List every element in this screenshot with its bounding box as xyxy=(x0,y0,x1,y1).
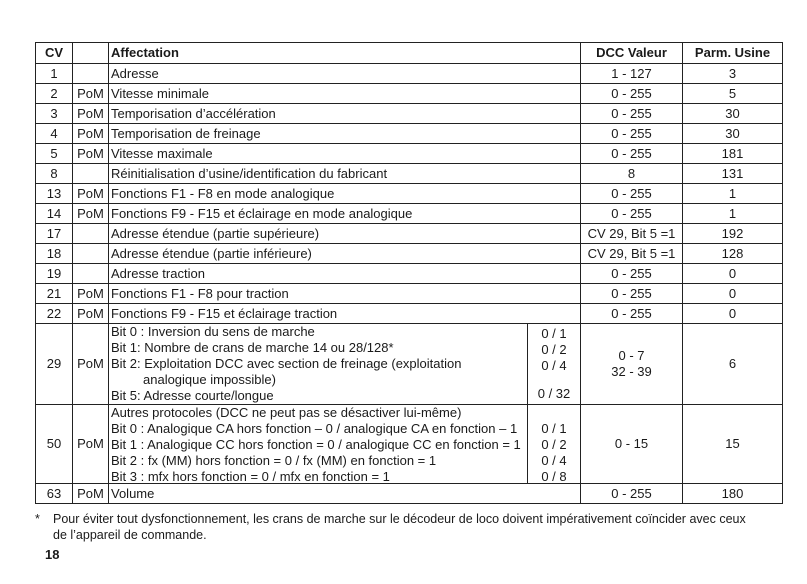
table-row xyxy=(36,84,783,104)
header-pom xyxy=(73,43,109,64)
cv-cell: 21 xyxy=(36,284,73,304)
bit-line: Bit 0 : Inversion du sens de marche xyxy=(111,324,315,339)
parm-cell: 15 xyxy=(683,405,783,484)
affectation-cell: Adresse étendue (partie supérieure) xyxy=(109,224,581,244)
cv-cell: 13 xyxy=(36,184,73,204)
dcc-cell: 1 - 127 xyxy=(581,64,683,84)
dcc-cell: 0 - 255 xyxy=(581,284,683,304)
parm-cell: 192 xyxy=(683,224,783,244)
affectation-cell: Volume xyxy=(109,484,581,504)
bit-line: Bit 5: Adresse courte/longue xyxy=(111,388,274,403)
dcc-value: 0 - 7 xyxy=(618,348,645,363)
table-row xyxy=(36,304,783,324)
pom-cell: PoM xyxy=(73,204,109,224)
parm-cell: 0 xyxy=(683,284,783,304)
parm-cell: 5 xyxy=(683,84,783,104)
dcc-cell: 0 - 255 xyxy=(581,304,683,324)
bit-value: 0 / 2 xyxy=(541,437,567,452)
dcc-cell: 8 xyxy=(581,164,683,184)
table-row xyxy=(36,164,783,184)
table-header-row xyxy=(36,43,783,64)
header-affectation: Affectation xyxy=(109,43,581,64)
parm-cell: 131 xyxy=(683,164,783,184)
table-row-cv29 xyxy=(36,324,783,405)
pom-cell: PoM xyxy=(73,324,109,405)
cv-cell: 2 xyxy=(36,84,73,104)
parm-cell: 30 xyxy=(683,104,783,124)
affectation-cell: Temporisation d’accélération xyxy=(109,104,581,124)
parm-cell: 128 xyxy=(683,244,783,264)
dcc-cell: 0 - 255 xyxy=(581,124,683,144)
dcc-cell: 0 - 255 xyxy=(581,84,683,104)
dcc-value: 32 - 39 xyxy=(611,364,652,379)
pom-cell: PoM xyxy=(73,184,109,204)
pom-cell: PoM xyxy=(73,284,109,304)
table-row xyxy=(36,144,783,164)
pom-cell: PoM xyxy=(73,124,109,144)
cv-cell: 3 xyxy=(36,104,73,124)
dcc-cell: CV 29, Bit 5 =1 xyxy=(581,224,683,244)
header-parm-usine: Parm. Usine xyxy=(683,43,783,64)
bit-value: 0 / 2 xyxy=(541,342,567,357)
cv-cell: 18 xyxy=(36,244,73,264)
dcc-cell: 0 - 255 xyxy=(581,204,683,224)
bit-value: 0 / 32 xyxy=(537,386,571,401)
cv-cell: 14 xyxy=(36,204,73,224)
table-row xyxy=(36,204,783,224)
affectation-cell: Vitesse minimale xyxy=(109,84,581,104)
cv-cell: 4 xyxy=(36,124,73,144)
dcc-cell: 0 - 255 xyxy=(581,184,683,204)
pom-cell xyxy=(73,244,109,264)
parm-cell: 1 xyxy=(683,204,783,224)
table-row xyxy=(36,264,783,284)
bit-line: Bit 0 : Analogique CA hors fonction – 0 / analogique CA en fonction – 1 xyxy=(111,421,518,436)
bit-line: Bit 1: Nombre de crans de marche 14 ou 28/128* xyxy=(111,340,394,355)
cv-cell: 29 xyxy=(36,324,73,405)
affectation-cell: Temporisation de freinage xyxy=(109,124,581,144)
affectation-cell: Fonctions F9 - F15 et éclairage traction xyxy=(109,304,581,324)
bit-value xyxy=(528,374,580,386)
table-row xyxy=(36,184,783,204)
dcc-cell: CV 29, Bit 5 =1 xyxy=(581,244,683,264)
cv-cell: 22 xyxy=(36,304,73,324)
table-row-cv50 xyxy=(36,405,783,484)
bit-line: Autres protocoles (DCC ne peut pas se désactiver lui-même) xyxy=(111,405,462,420)
affectation-cell: Adresse traction xyxy=(109,264,581,284)
page-number: 18 xyxy=(45,547,60,562)
dcc-cell xyxy=(581,324,683,405)
bit-line: Bit 2: Exploitation DCC avec section de freinage (exploitation xyxy=(111,356,462,371)
parm-cell: 181 xyxy=(683,144,783,164)
table-row xyxy=(36,124,783,144)
pom-cell xyxy=(73,164,109,184)
table-row xyxy=(36,244,783,264)
parm-cell: 30 xyxy=(683,124,783,144)
affectation-cell: Fonctions F9 - F15 et éclairage en mode analogique xyxy=(109,204,581,224)
cv-cell: 8 xyxy=(36,164,73,184)
pom-cell: PoM xyxy=(73,104,109,124)
affectation-cell: Réinitialisation d’usine/identification du fabricant xyxy=(109,164,581,184)
cv-table xyxy=(35,42,783,504)
affectation-cell: Fonctions F1 - F8 pour traction xyxy=(109,284,581,304)
dcc-cell: 0 - 255 xyxy=(581,484,683,504)
cv-cell: 50 xyxy=(36,405,73,484)
cv-cell: 17 xyxy=(36,224,73,244)
bit-value: 0 / 8 xyxy=(541,469,567,484)
parm-cell: 3 xyxy=(683,64,783,84)
dcc-cell: 0 - 15 xyxy=(581,405,683,484)
cv-cell: 5 xyxy=(36,144,73,164)
pom-cell: PoM xyxy=(73,304,109,324)
table-row xyxy=(36,224,783,244)
parm-cell: 1 xyxy=(683,184,783,204)
bit-value: 0 / 4 xyxy=(541,453,567,468)
parm-cell: 180 xyxy=(683,484,783,504)
parm-cell: 0 xyxy=(683,264,783,284)
bit-line: Bit 3 : mfx hors fonction = 0 / mfx en fonction = 1 xyxy=(111,469,390,483)
dcc-cell: 0 - 255 xyxy=(581,104,683,124)
dcc-cell: 0 - 255 xyxy=(581,264,683,284)
footnote-star: * xyxy=(35,512,40,526)
pom-cell: PoM xyxy=(73,484,109,504)
affectation-cell: Adresse xyxy=(109,64,581,84)
affectation-cell-bits xyxy=(109,324,581,405)
bit-line: analogique impossible) xyxy=(143,372,276,387)
affectation-cell: Fonctions F1 - F8 en mode analogique xyxy=(109,184,581,204)
table-row xyxy=(36,284,783,304)
footnote-text: Pour éviter tout dysfonctionnement, les crans de marche sur le décodeur de loco doivent impérativement coïncider avec ceux de l’appareil de commande. xyxy=(53,512,746,542)
header-dcc-valeur: DCC Valeur xyxy=(581,43,683,64)
pom-cell xyxy=(73,264,109,284)
affectation-cell: Vitesse maximale xyxy=(109,144,581,164)
parm-cell: 0 xyxy=(683,304,783,324)
cv-cell: 1 xyxy=(36,64,73,84)
table-row xyxy=(36,104,783,124)
footnote xyxy=(35,511,753,543)
pom-cell: PoM xyxy=(73,405,109,484)
table-row xyxy=(36,64,783,84)
bit-value: 0 / 1 xyxy=(541,326,567,341)
cv-cell: 19 xyxy=(36,264,73,284)
affectation-cell: Adresse étendue (partie inférieure) xyxy=(109,244,581,264)
pom-cell xyxy=(73,64,109,84)
affectation-cell-bits xyxy=(109,405,581,484)
bit-line: Bit 2 : fx (MM) hors fonction = 0 / fx (MM) en fonction = 1 xyxy=(111,453,437,468)
pom-cell: PoM xyxy=(73,84,109,104)
bit-value: 0 / 4 xyxy=(541,358,567,373)
bit-line: Bit 1 : Analogique CC hors fonction = 0 / analogique CC en fonction = 1 xyxy=(111,437,521,452)
cv-cell: 63 xyxy=(36,484,73,504)
header-cv: CV xyxy=(36,43,73,64)
pom-cell xyxy=(73,224,109,244)
table-row xyxy=(36,484,783,504)
pom-cell: PoM xyxy=(73,144,109,164)
parm-cell: 6 xyxy=(683,324,783,405)
bit-value: 0 / 1 xyxy=(541,421,567,436)
dcc-cell: 0 - 255 xyxy=(581,144,683,164)
